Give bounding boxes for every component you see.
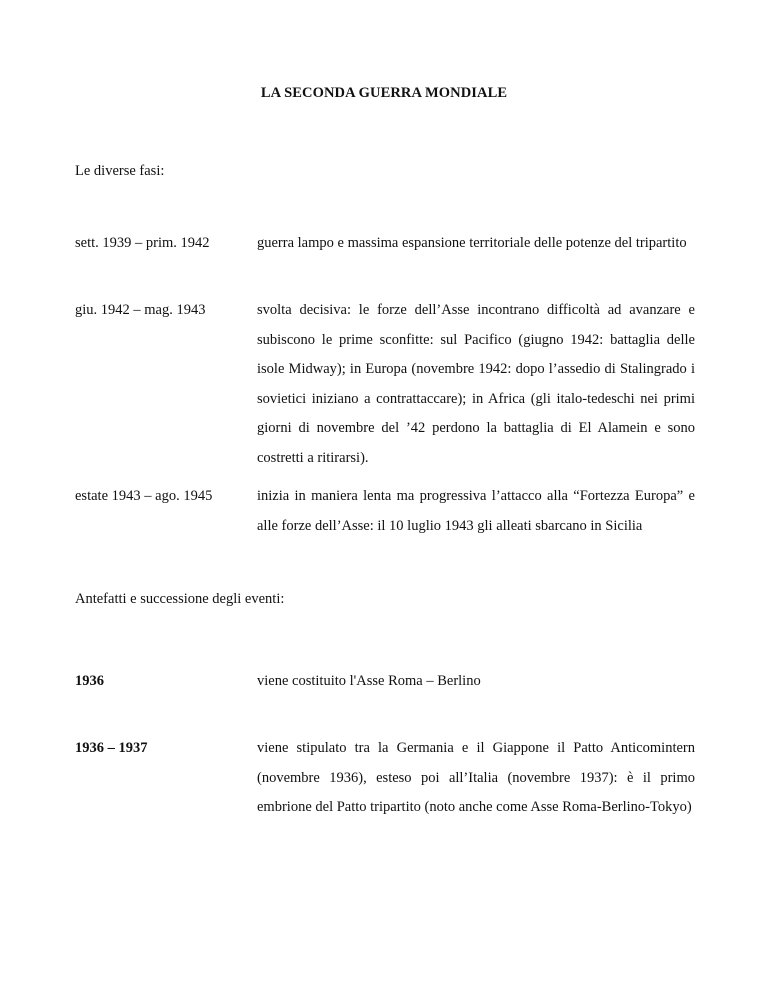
event-date: 1936	[75, 673, 104, 689]
event-date: 1936 – 1937	[75, 740, 148, 756]
phase-date: sett. 1939 – prim. 1942	[75, 235, 210, 251]
phase-date: estate 1943 – ago. 1945	[75, 488, 213, 504]
phase-description: guerra lampo e massima espansione territoriale delle potenze del tripartito	[257, 235, 687, 251]
event-description: viene stipulato tra la Germania e il Giappone il Patto Anticomintern (novembre 1936), esteso poi all’Italia (novembre 1937): è il primo embrione del Patto tripartito (noto anche come Asse Roma-Berlino-Tokyo)	[257, 740, 695, 815]
phases-heading: Le diverse fasi:	[75, 163, 165, 179]
events-heading: Antefatti e successione degli eventi:	[75, 591, 285, 607]
document-title: LA SECONDA GUERRA MONDIALE	[260, 85, 508, 101]
phase-description: inizia in maniera lenta ma progressiva l’attacco alla “Fortezza Europa” e alle forze dell’Asse: il 10 luglio 1943 gli alleati sbarcano in Sicilia	[257, 488, 695, 534]
event-description: viene costituito l'Asse Roma – Berlino	[257, 673, 481, 689]
phase-date: giu. 1942 – mag. 1943	[75, 302, 206, 318]
phase-description: svolta decisiva: le forze dell’Asse incontrano difficoltà ad avanzare e subiscono le prime sconfitte: sul Pacifico (giugno 1942: battaglia delle isole Midway); in Europa (novembre 1942: dopo l’assedio di Stalingrado i sovietici iniziano a contrattaccare); in Africa (gli italo-tedeschi nei primi giorni di novembre del ’42 perdono la battaglia di El Alamein e sono costretti a ritirarsi).	[257, 302, 695, 466]
